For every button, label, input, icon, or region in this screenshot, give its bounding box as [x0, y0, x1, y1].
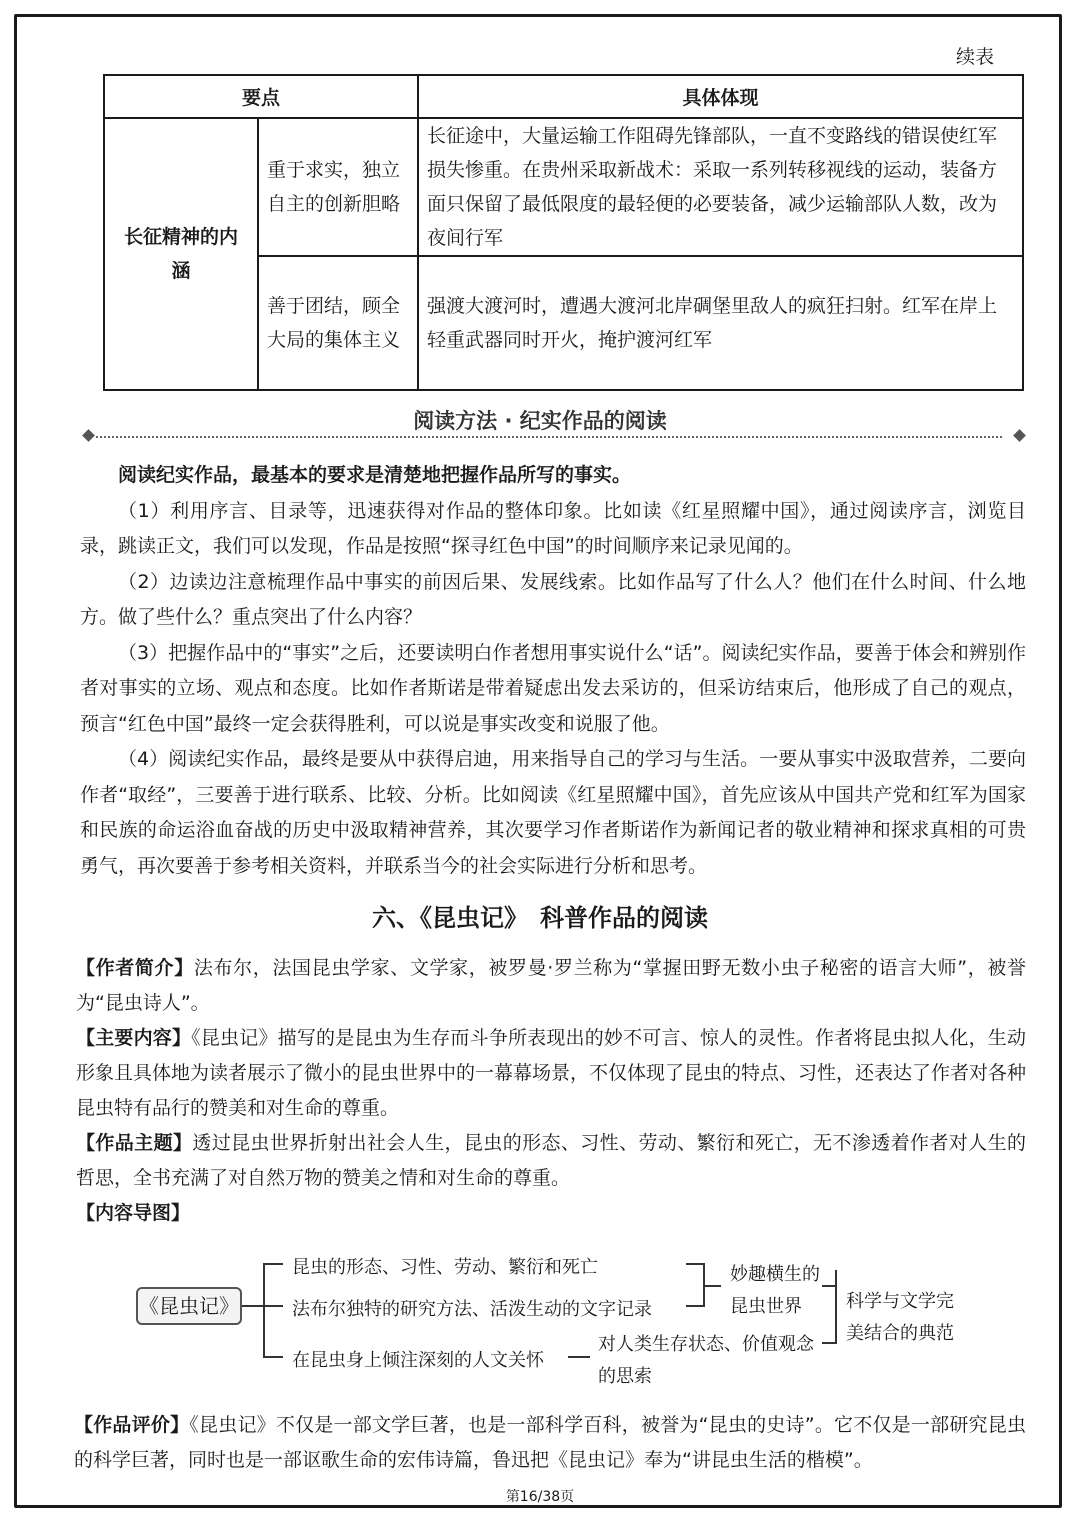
theme-label: 【作品主题】 [76, 1132, 193, 1154]
content-text: 《昆虫记》描写的是昆虫为生存而斗争所表现出的妙不可言、惊人的灵性。作者将昆虫拟人化，生动形象且具体地为读者展示了微小的昆虫世界中的一幕幕场景，不仅体现了昆虫的特点、习性，还表达了作者对各种昆虫特有品行的赞美和对生命的尊重。 [76, 1027, 1027, 1119]
continued-label: 续表 [955, 46, 994, 68]
theme-text: 透过昆虫世界折射出社会人生，昆虫的形态、习性、劳动、繁衍和死亡，无不渗透着作者对人生的哲思，全书充满了对自然万物的赞美之情和对生命的尊重。 [76, 1132, 1026, 1189]
author-text: 法布尔，法国昆虫学家、文学家，被罗曼·罗兰称为“掌握田野无数小虫子秘密的语言大师”，被誉为“昆虫诗人”。 [76, 957, 1026, 1014]
map-label: 【内容导图】 [76, 1202, 191, 1224]
point-cell: 善于团结，顾全大局的集体主义 [258, 256, 418, 390]
point-cell: 重于求实，独立自主的创新胆略 [258, 118, 418, 256]
mindmap-branch: 昆虫的形态、习性、劳动、繁衍和死亡 [292, 1257, 598, 1278]
eval-label: 【作品评价】 [74, 1414, 190, 1436]
reading-intro: 阅读纪实作品，最基本的要求是清楚地把握作品所写的事实。 [118, 464, 632, 486]
spirit-table [103, 74, 1024, 391]
eval-text: 《昆虫记》不仅是一部文学巨著，也是一部科学百科，被誉为“昆虫的史诗”。它不仅是一部研究昆虫的科学巨著，同时也是一部讴歌生命的宏伟诗篇，鲁迅把《昆虫记》奉为“讲昆虫生活的楷模”。 [74, 1414, 1026, 1471]
mindmap-branch: 法布尔独特的研究方法、活泼生动的文字记录 [292, 1299, 652, 1320]
table-header-detail: 具体体现 [418, 75, 1023, 118]
row-group-label: 长征精神的内涵 [104, 118, 258, 390]
work-evaluation [74, 1408, 1026, 1478]
author-label: 【作者简介】 [76, 957, 194, 979]
content-label: 【主要内容】 [76, 1027, 192, 1049]
work-theme [76, 1126, 1026, 1196]
mindmap-mid: 妙趣横生的 [730, 1264, 820, 1285]
mindmap-final: 科学与文学完 [846, 1291, 954, 1312]
section-divider [96, 436, 1002, 438]
section6-title: 六、《昆虫记》 科普作品的阅读 [372, 904, 708, 932]
detail-cell: 长征途中，大量运输工作阻碍先锋部队，一直不变路线的错误使红军损失惨重。在贵州采取新战术：采取一系列转移视线的运动，装备方面只保留了最低限度的最轻便的必要装备，减少运输部队人数，改为夜间行军 [418, 118, 1023, 256]
reading-item: （1）利用序言、目录等，迅速获得对作品的整体印象。比如读《红星照耀中国》，通过阅读序言，浏览目录，跳读正文，我们可以发现，作品是按照“探寻红色中国”的时间顺序来记录见闻的。 [80, 499, 1026, 557]
table-row [104, 118, 1023, 256]
detail-cell: 强渡大渡河时，遭遇大渡河北岸碉堡里敌人的疯狂扫射。红军在岸上轻重武器同时开火，掩护渡河红军 [418, 256, 1023, 390]
reading-method-body [80, 458, 1026, 884]
mindmap-branch: 在昆虫身上倾注深刻的人文关怀 [292, 1350, 544, 1371]
reading-item: （2）边读边注意梳理作品中事实的前因后果、发展线索。比如作品写了什么人？他们在什么时间、什么地方。做了些什么？重点突出了什么内容？ [80, 570, 1026, 628]
mindmap-mid: 的思索 [598, 1366, 652, 1387]
author-intro [76, 951, 1026, 1021]
mindmap-root: 《昆虫记》 [136, 1287, 242, 1325]
reading-item: （3）把握作品中的“事实”之后，还要读明白作者想用事实说什么“话”。阅读纪实作品，要善于体会和辨别作者对事实的立场、观点和态度。比如作者斯诺是带着疑虑出发去采访的，但采访结束后，他形成了自己的观点，预言“红色中国”最终一定会获得胜利，可以说是事实改变和说服了他。 [80, 641, 1026, 735]
reading-method-title: 阅读方法 · 纪实作品的阅读 [413, 409, 667, 433]
table-header-point: 要点 [104, 75, 418, 118]
mindmap-mid: 对人类生存状态、价值观念 [598, 1334, 814, 1355]
mindmap-final: 美结合的典范 [846, 1323, 954, 1344]
page-number: 第16/38页 [505, 1489, 575, 1505]
main-content [76, 1021, 1026, 1126]
section6-body [76, 951, 1026, 1231]
reading-item: （4）阅读纪实作品，最终是要从中获得启迪，用来指导自己的学习与生活。一要从事实中汲取营养，二要向作者“取经”，三要善于进行联系、比较、分析。比如阅读《红星照耀中国》，首先应该从中国共产党和红军为国家和民族的命运浴血奋战的历史中汲取精神营养，其次要学习作者斯诺作为新闻记者的敬业精神和探求真相的可贵勇气，再次要善于参考相关资料，并联系当今的社会实际进行分析和思考。 [80, 748, 1026, 877]
mindmap-mid: 昆虫世界 [730, 1296, 802, 1317]
